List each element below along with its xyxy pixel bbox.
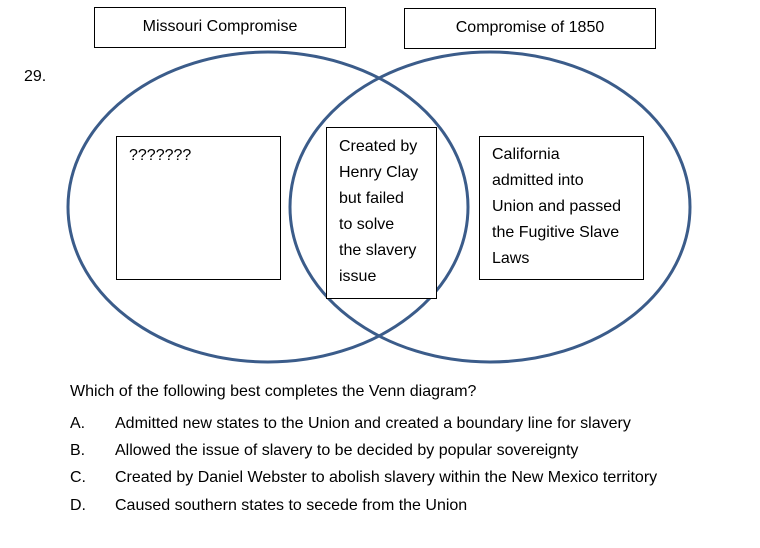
choice-text: Admitted new states to the Union and created a boundary line for slavery xyxy=(115,415,631,432)
choice-letter: D. xyxy=(70,497,86,514)
choice-c[interactable] xyxy=(70,469,657,487)
question-number: 29. xyxy=(24,68,47,85)
choice-letter: B. xyxy=(70,442,86,459)
venn-right-box xyxy=(479,136,644,280)
venn-right-line: the Fugitive Slave xyxy=(492,224,620,241)
venn-center-line: the slavery xyxy=(339,242,417,259)
choice-text: Created by Daniel Webster to abolish slavery within the New Mexico territory xyxy=(115,469,658,486)
question-prompt: Which of the following best completes the Venn diagram? xyxy=(70,383,477,400)
venn-right-line: Laws xyxy=(492,250,530,267)
choice-text: Caused southern states to secede from the Union xyxy=(115,497,468,514)
venn-center-line: Created by xyxy=(339,138,418,155)
choice-a[interactable] xyxy=(70,415,631,433)
venn-center-line: issue xyxy=(339,268,377,285)
venn-right-line: California xyxy=(492,146,560,163)
choice-text: Allowed the issue of slavery to be decided by popular sovereignty xyxy=(115,442,579,459)
choice-letter: C. xyxy=(70,469,86,486)
choice-b[interactable] xyxy=(70,442,578,460)
venn-center-line: Henry Clay xyxy=(339,164,419,181)
venn-right-line: Union and passed xyxy=(492,198,621,215)
choice-d[interactable] xyxy=(70,497,467,515)
venn-center-line: to solve xyxy=(339,216,395,233)
venn-center-box xyxy=(326,127,437,299)
venn-left-box xyxy=(116,136,281,280)
choice-letter: A. xyxy=(70,415,86,432)
header-right-label: Compromise of 1850 xyxy=(455,19,605,36)
venn-center-line: but failed xyxy=(339,190,404,207)
venn-left-text: ??????? xyxy=(129,147,192,164)
header-left-label: Missouri Compromise xyxy=(142,18,298,35)
venn-right-line: admitted into xyxy=(492,172,584,189)
